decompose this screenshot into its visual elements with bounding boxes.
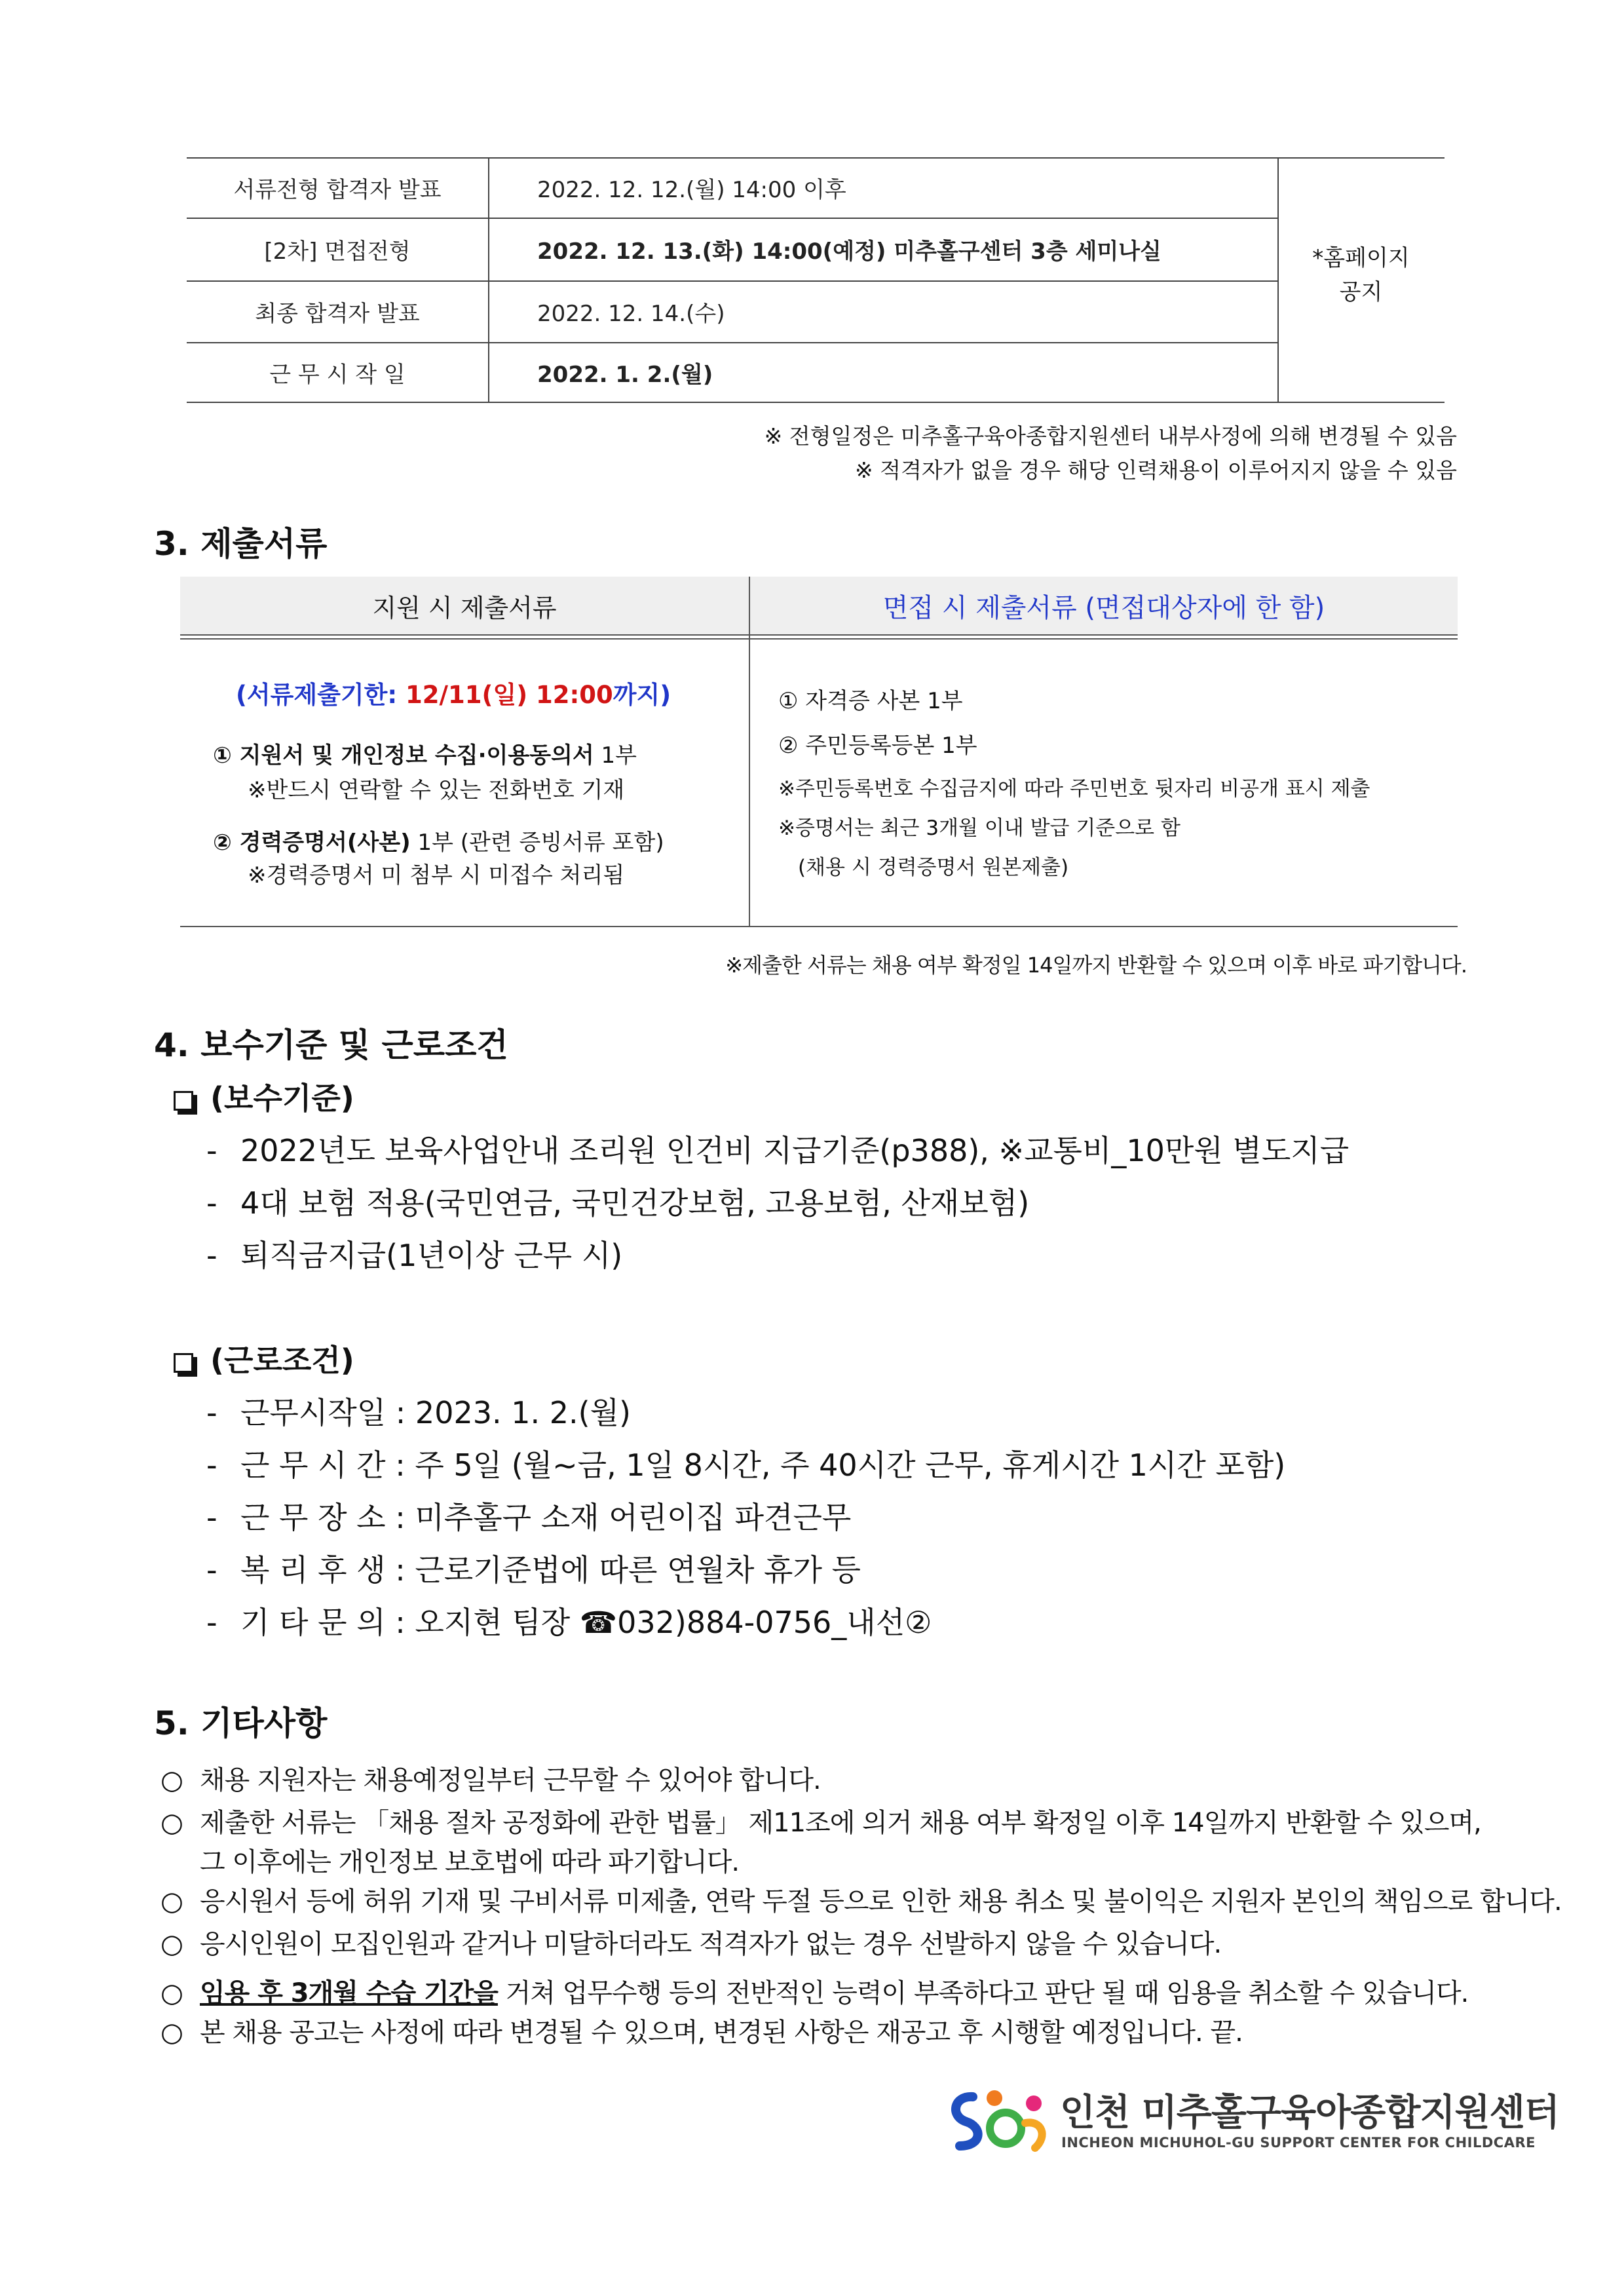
work-item-value: : 주 5일 (월~금, 1일 8시간, 주 40시간 근무, 휴게시간 1시간 포함) xyxy=(385,1447,1286,1483)
circle-bullet-icon: ○ xyxy=(161,1929,183,1959)
work-heading-text: (근로조건) xyxy=(210,1343,354,1378)
schedule-label: 서류전형 합격자 발표 xyxy=(233,176,442,203)
schedule-note: ※ 전형일정은 미추홀구육아종합지원센터 내부사정에 의해 변경될 수 있음 xyxy=(764,423,1457,449)
left-item xyxy=(213,737,637,769)
homepage-note xyxy=(1277,241,1445,309)
center-name-kr: 인천 미추홀구육아종합지원센터 xyxy=(1060,2092,1559,2134)
dash-icon: - xyxy=(206,1395,217,1430)
right-item: ② 주민등록등본 1부 xyxy=(778,733,977,759)
work-item-value: : 2023. 1. 2.(월) xyxy=(386,1395,631,1430)
table-line xyxy=(749,577,750,927)
circle-bullet-icon: ○ xyxy=(161,1808,183,1838)
schedule-value: 2022. 12. 12.(월) 14:00 이후 xyxy=(537,176,846,203)
homepage-note-line: *홈페이지 xyxy=(1312,245,1410,271)
center-logo-icon xyxy=(943,2084,1055,2156)
center-logo xyxy=(943,2084,1559,2162)
etc-item-text: 거쳐 업무수행 등의 전반적인 능력이 부족하다고 판단 될 때 임용을 취소할 수 있습니다. xyxy=(505,1978,1469,2008)
right-item: ① 자격증 사본 1부 xyxy=(778,688,963,714)
etc-item xyxy=(161,1881,1562,1918)
work-item-label: 기 타 문 의 xyxy=(240,1605,386,1640)
right-item: (채용 시 경력증명서 원본제출) xyxy=(798,856,1069,879)
schedule-label: 최종 합격자 발표 xyxy=(255,300,420,327)
schedule-label: 근 무 시 작 일 xyxy=(269,361,406,388)
documents-footnote: ※제출한 서류는 채용 여부 확정일 14일까지 반환할 수 있으며 이후 바로 파기합니다. xyxy=(725,953,1467,978)
work-item-value: : 미추홀구 소재 어린이집 파견근무 xyxy=(385,1500,852,1535)
etc-item-text: 제출한 서류는 「채용 절차 공정화에 관한 법률」 제11조에 의거 채용 여부 확정일 이후 14일까지 반환할 수 있으며, xyxy=(200,1808,1481,1838)
dash-icon: - xyxy=(206,1605,217,1640)
dash-icon: - xyxy=(206,1238,217,1273)
pay-heading-text: (보수기준) xyxy=(210,1081,354,1116)
etc-item xyxy=(161,1972,1468,2010)
left-item-main: ② 경력증명서(사본) xyxy=(213,830,411,856)
deadline-value: 12/11(일) 12:00 xyxy=(406,681,613,709)
etc-item-text: 응시인원이 모집인원과 같거나 미달하더라도 적격자가 없는 경우 선발하지 않을 수 있습니다. xyxy=(200,1929,1222,1959)
checkbox-square-icon xyxy=(174,1353,193,1373)
table-line xyxy=(180,926,1458,927)
schedule-label: [2차] 면접전형 xyxy=(264,238,411,265)
center-name-en: INCHEON MICHUHOL-GU SUPPORT CENTER FOR CHILDCARE xyxy=(1061,2135,1536,2151)
pay-heading xyxy=(174,1075,354,1118)
pay-item xyxy=(206,1179,1029,1223)
pay-item-text: 4대 보험 적용(국민연금, 국민건강보험, 고용보험, 산재보험) xyxy=(240,1185,1030,1221)
left-item-count: 1부 (관련 증빙서류 포함) xyxy=(410,830,664,856)
homepage-note-line: 공지 xyxy=(1339,279,1383,305)
dash-icon: - xyxy=(206,1552,217,1588)
etc-item-continued: 그 이후에는 개인정보 보호법에 따라 파기합니다. xyxy=(200,1847,740,1877)
schedule-value: 2022. 1. 2.(월) xyxy=(537,361,713,388)
right-header: 면접 시 제출서류 (면접대상자에 한 함) xyxy=(750,577,1458,634)
work-item xyxy=(206,1442,1285,1485)
circle-bullet-icon: ○ xyxy=(161,2018,183,2048)
left-item xyxy=(213,824,664,856)
dash-icon: - xyxy=(206,1500,217,1535)
schedule-note: ※ 적격자가 없을 경우 해당 인력채용이 이루어지지 않을 수 있음 xyxy=(854,457,1457,483)
table-line xyxy=(180,638,1458,640)
work-item-value: : 오지현 팀장 ☎032)884-0756_내선② xyxy=(385,1605,932,1640)
pay-item xyxy=(206,1127,1349,1170)
dash-icon: - xyxy=(206,1185,217,1221)
pay-item-text: 2022년도 보육사업안내 조리원 인건비 지급기준(p388), ※교통비_10만원 별도지급 xyxy=(240,1133,1350,1168)
work-heading xyxy=(174,1337,354,1380)
circle-bullet-icon: ○ xyxy=(161,1765,183,1795)
section-title: 3. 제출서류 xyxy=(154,525,328,563)
work-item xyxy=(206,1546,861,1590)
left-item-sub: ※반드시 연락할 수 있는 전화번호 기재 xyxy=(248,777,625,803)
left-header: 지원 시 제출서류 xyxy=(180,577,749,634)
pay-item-text: 퇴직금지급(1년이상 근무 시) xyxy=(240,1238,623,1273)
etc-item-text: 응시원서 등에 허위 기재 및 구비서류 미제출, 연락 두절 등으로 인한 채용 취소 및 불이익은 지원자 본인의 책임으로 합니다. xyxy=(200,1886,1562,1917)
work-item-label: 근 무 시 간 xyxy=(240,1447,386,1483)
deadline-label: (서류제출기한: xyxy=(236,681,406,709)
dash-icon: - xyxy=(206,1447,217,1483)
work-item xyxy=(206,1389,631,1432)
schedule-value: 2022. 12. 14.(수) xyxy=(537,300,725,327)
schedule-value: 2022. 12. 13.(화) 14:00(예정) 미추홀구센터 3층 세미나실 xyxy=(537,238,1161,265)
work-item xyxy=(206,1599,932,1642)
pay-item xyxy=(206,1232,622,1275)
etc-item xyxy=(161,1759,821,1797)
checkbox-square-icon xyxy=(174,1091,193,1111)
table-line xyxy=(180,634,1458,636)
work-item-value: : 근로기준법에 따른 연월차 휴가 등 xyxy=(385,1552,861,1588)
dash-icon: - xyxy=(206,1133,217,1168)
etc-item xyxy=(161,1923,1221,1961)
right-item: ※증명서는 최근 3개월 이내 발급 기준으로 함 xyxy=(778,816,1180,840)
work-item xyxy=(206,1494,851,1537)
schedule-table xyxy=(187,157,1445,403)
etc-item-text: 본 채용 공고는 사정에 따라 변경될 수 있으며, 변경된 사항은 재공고 후 시행할 예정입니다. 끝. xyxy=(200,2018,1243,2048)
etc-item-text: 채용 지원자는 채용예정일부터 근무할 수 있어야 합니다. xyxy=(200,1765,821,1795)
circle-bullet-icon: ○ xyxy=(161,1978,183,2008)
work-item-label: 복 리 후 생 xyxy=(240,1552,386,1588)
left-item-count: 1부 xyxy=(594,742,637,769)
probation-text: 임용 후 3개월 수습 기간을 xyxy=(200,1978,498,2008)
etc-item xyxy=(161,2012,1243,2049)
work-item-label: 근무시작일 xyxy=(240,1395,387,1430)
circle-bullet-icon: ○ xyxy=(161,1886,183,1917)
left-item-main: ① 지원서 및 개인정보 수집·이용동의서 xyxy=(213,742,594,769)
section-title: 5. 기타사항 xyxy=(154,1704,328,1742)
etc-item xyxy=(161,1802,1481,1839)
deadline-suffix: 까지) xyxy=(613,681,671,709)
table-line xyxy=(488,157,489,403)
work-item-label: 근 무 장 소 xyxy=(240,1500,386,1535)
section-title: 4. 보수기준 및 근로조건 xyxy=(154,1026,508,1064)
right-item: ※주민등록번호 수집금지에 따라 주민번호 뒷자리 비공개 표시 제출 xyxy=(778,777,1370,801)
left-item-sub: ※경력증명서 미 첨부 시 미접수 처리됨 xyxy=(248,862,625,889)
deadline-text xyxy=(236,675,671,710)
